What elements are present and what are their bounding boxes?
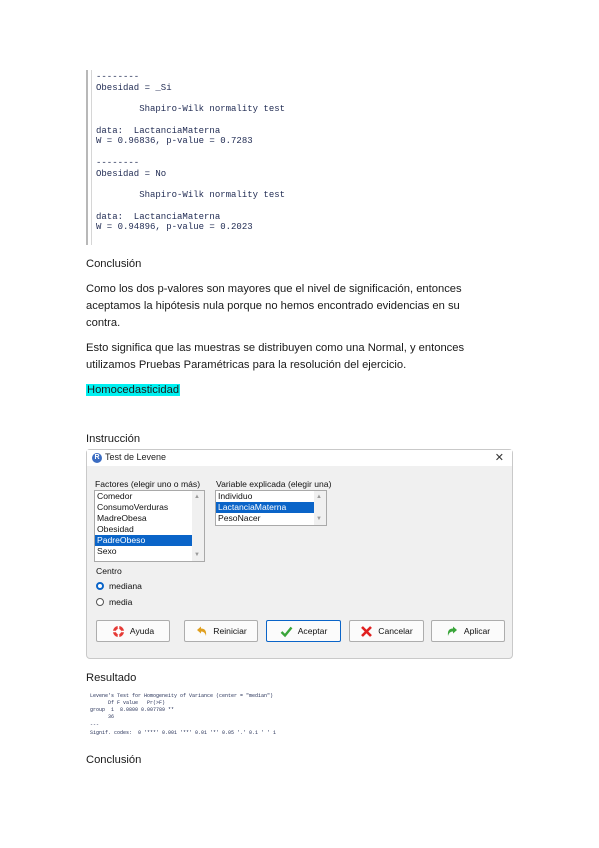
paragraph-line: Esto significa que las muestras se distribuyen como una Normal, y entonces: [86, 342, 465, 354]
dialog-titlebar: [87, 450, 512, 466]
radio-media[interactable]: [96, 598, 104, 606]
radio-mediana[interactable]: [96, 582, 104, 590]
list-item-selected[interactable]: PadreObeso: [95, 535, 194, 546]
highlighted-heading: Homocedasticidad: [87, 384, 180, 396]
radio-mediana-label: mediana: [109, 581, 142, 591]
list-item-selected[interactable]: LactanciaMaterna: [216, 502, 316, 513]
console-line: group 1 8.0800 0.007789 **: [90, 707, 175, 713]
radio-media-label: media: [109, 597, 133, 607]
console-line: data: LactanciaMaterna: [96, 126, 221, 136]
forward-arrow-icon: [446, 625, 459, 638]
scroll-down-icon[interactable]: ▼: [194, 552, 200, 558]
checkmark-icon: [280, 625, 293, 638]
paragraph-line: utilizamos Pruebas Paramétricas para la resolución del ejercicio.: [86, 359, 407, 371]
dialog-title: Test de Levene: [105, 452, 167, 462]
list-item[interactable]: Obesidad: [97, 524, 134, 534]
console-line: Shapiro-Wilk normality test: [96, 190, 286, 200]
levene-output: [86, 690, 366, 740]
console-line: Obesidad = _Si: [96, 83, 172, 93]
console-line: 36: [90, 714, 115, 720]
list-item[interactable]: Sexo: [97, 546, 117, 556]
section-heading: [86, 382, 180, 399]
center-label: Centro: [96, 566, 122, 576]
console-border-inner: [91, 70, 92, 245]
paragraph-line: Como los dos p-valores son mayores que el nivel de significación, entonces: [86, 283, 462, 295]
list-item[interactable]: PesoNacer: [218, 513, 261, 523]
list-item[interactable]: MadreObesa: [97, 513, 147, 523]
conclusion-heading: Conclusión: [86, 258, 142, 270]
response-listbox[interactable]: [215, 490, 327, 526]
paragraph-line: aceptamos la hipótesis nula porque no hemos encontrado evidencias en su: [86, 300, 460, 312]
response-label: Variable explicada (elegir una): [216, 479, 332, 489]
r-logo-icon: R: [92, 453, 102, 463]
console-line: W = 0.96836, p-value = 0.7283: [96, 136, 253, 146]
scrollbar[interactable]: [314, 491, 326, 525]
factors-listbox[interactable]: [94, 490, 205, 562]
factors-label: Factores (elegir uno o más): [95, 479, 201, 489]
ok-label: Aceptar: [297, 626, 328, 636]
console-line: Df F value Pr(>F): [90, 700, 166, 706]
console-line: ---: [90, 722, 100, 728]
scroll-up-icon[interactable]: ▲: [194, 494, 200, 500]
apply-label: Aplicar: [463, 626, 491, 636]
list-item[interactable]: ConsumoVerduras: [97, 502, 169, 512]
console-line: data: LactanciaMaterna: [96, 212, 221, 222]
undo-arrow-icon: [195, 625, 208, 638]
reset-button[interactable]: [184, 620, 258, 642]
help-button[interactable]: [96, 620, 170, 642]
console-line: --------: [96, 158, 140, 168]
console-border: [86, 70, 88, 245]
shapiro-output: [86, 70, 386, 245]
console-line: --------: [96, 72, 140, 82]
scroll-down-icon[interactable]: ▼: [316, 516, 322, 522]
console-line: Obesidad = No: [96, 169, 167, 179]
close-icon[interactable]: ✕: [494, 452, 504, 464]
lifebuoy-icon: [112, 625, 125, 638]
cancel-label: Cancelar: [378, 626, 413, 636]
scroll-up-icon[interactable]: ▲: [316, 494, 322, 500]
instruction-heading: Instrucción: [86, 433, 141, 445]
scrollbar[interactable]: [192, 491, 204, 561]
console-line: W = 0.94896, p-value = 0.2023: [96, 222, 253, 232]
ok-button[interactable]: [266, 620, 341, 642]
list-item[interactable]: Individuo: [218, 491, 253, 501]
result-heading: Resultado: [86, 672, 137, 684]
paragraph-line: contra.: [86, 317, 121, 329]
console-line: Signif. codes: 0 '***' 0.001 '**' 0.01 '*' 0.05 '.' 0.1 ' ' 1: [90, 730, 277, 736]
apply-button[interactable]: [431, 620, 505, 642]
cancel-button[interactable]: [349, 620, 424, 642]
list-item[interactable]: Comedor: [97, 491, 133, 501]
conclusion-heading-2: Conclusión: [86, 754, 142, 766]
levene-dialog: [86, 449, 513, 659]
red-x-icon: [360, 625, 373, 638]
help-label: Ayuda: [129, 626, 155, 636]
reset-label: Reiniciar: [213, 626, 247, 636]
console-line: Levene's Test for Homogeneity of Variance (center = "median"): [90, 693, 274, 699]
console-line: Shapiro-Wilk normality test: [96, 104, 286, 114]
